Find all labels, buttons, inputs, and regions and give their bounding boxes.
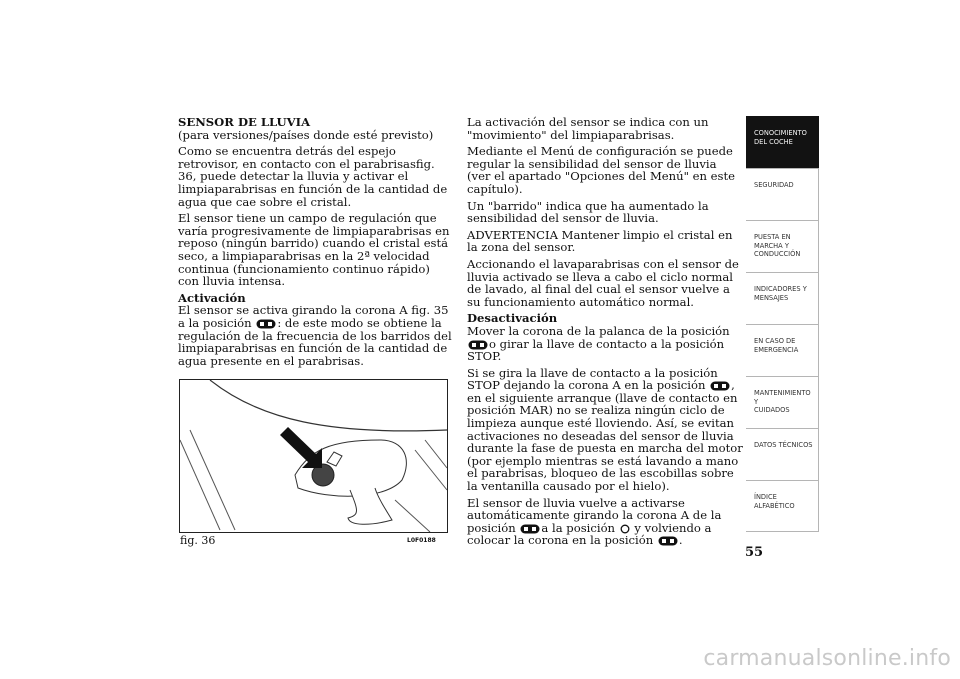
paragraph: La activación del sensor se indica con un "movimiento" del limpiaparabrisas.: [467, 115, 709, 142]
sidebar-tab[interactable]: [746, 272, 819, 324]
wiper-auto-icon: [710, 381, 730, 391]
sidebar-tab-label: CUIDADOS: [754, 405, 790, 415]
sidebar-tab[interactable]: [746, 428, 819, 480]
figure-caption: fig. 36: [180, 534, 216, 547]
sidebar-tab-label: ALFABÉTICO: [754, 500, 795, 510]
sidebar-tab-label: CONOCIMIENTO: [754, 128, 807, 137]
paragraph: Accionando el lavaparabrisas con el sensor de lluvia activado se lleva a cabo el ciclo normal de lavado, al final del cual el sensor vuelve a su funcionamiento automático normal.: [467, 256, 739, 309]
activation-heading: Activación: [178, 290, 246, 305]
sidebar-tab-label: MENSAJES: [754, 292, 789, 302]
sidebar-tab[interactable]: [746, 324, 819, 376]
sidebar-tab-label: INDICADORES Y: [754, 284, 807, 293]
paragraph: El sensor tiene un campo de regulación que varía progresivamente de limpiaparabrisas en reposo (ningún barrido) cuando el cristal está seco, a limpiaparabrisas en la 2ª velocidad continua (funcionamiento continuo rápido) con lluvia intensa.: [178, 211, 450, 289]
sidebar-tab-label: MANTENIMIENTO Y: [754, 388, 811, 406]
sidebar-tab-label: PUESTA EN: [754, 232, 791, 241]
sidebar-tab-label: SEGURIDAD: [754, 180, 794, 189]
wiper-auto-icon: [468, 340, 488, 350]
section-heading: SENSOR DE LLUVIA: [178, 115, 311, 129]
section-subheading: (para versiones/países donde esté previsto): [178, 127, 434, 142]
right-column: [467, 116, 743, 551]
deactivation-heading: Desactivación: [467, 311, 558, 326]
sidebar-tab-label: EMERGENCIA: [754, 344, 799, 354]
sidebar-tab[interactable]: [746, 220, 819, 272]
sidebar-tab[interactable]: [746, 168, 819, 220]
sidebar-tab[interactable]: [746, 480, 819, 532]
stop-paragraph: Si se gira la llave de contacto a la posición STOP dejando la corona A en la posición , en el siguiente arranque (llave de contacto en posición MAR) no se realiza ningún ciclo de limpieza aunque esté lloviendo. Así, se evitan activaciones no deseadas del sensor de lluvia durante la fase de puesta en marcha del motor (por ejemplo mientras se está lavando a mano el parabrisas, bloqueo de las escobillas sobre la ventanilla causado por el hielo).: [467, 365, 743, 494]
figure-code: L0F0188: [407, 537, 436, 544]
sidebar-tab-label: DEL COCHE: [754, 136, 793, 146]
wiper-auto-icon: [658, 536, 678, 546]
sidebar-tab-label: MARCHA Y: [754, 240, 789, 250]
wiper-auto-icon: [520, 524, 540, 534]
sidebar-tab[interactable]: [746, 376, 819, 428]
chapter-index-sidebar: [746, 116, 819, 532]
warning-paragraph: ADVERTENCIA Mantener limpio el cristal en la zona del sensor.: [467, 227, 733, 255]
reactivate-paragraph: El sensor de lluvia vuelve a activarse automáticamente girando la corona A de la posición a la posición y volviendo a colocar la corona en la posición .: [467, 495, 722, 548]
left-column: [178, 116, 454, 371]
paragraph: Como se encuentra detrás del espejo retrovisor, en contacto con el parabrisasfig. 36, puede detectar la lluvia y activar el limpiaparabrisas en función de la cantidad de agua que cae sobre el cristal.: [178, 144, 448, 209]
sidebar-tab-label: DATOS TÉCNICOS: [754, 440, 813, 449]
sidebar-tab[interactable]: [746, 116, 819, 168]
sidebar-tab-label: ÍNDICE: [754, 492, 777, 501]
paragraph: Mediante el Menú de configuración se puede regular la sensibilidad del sensor de lluvia (ver el apartado "Opciones del Menú" en este capítulo).: [467, 144, 735, 196]
activation-paragraph: El sensor se activa girando la corona A fig. 35 a la posición : de este modo se obtiene la regulación de la frecuencia de los barridos del limpiaparabrisas en función de la cantidad de agua presente en el parabrisas.: [178, 303, 452, 368]
rain-sensor-illustration: [180, 380, 447, 532]
page-number: 55: [745, 545, 764, 560]
wiper-auto-icon: [256, 319, 276, 329]
sidebar-tab-label: EN CASO DE: [754, 336, 796, 345]
paragraph: Un "barrido" indica que ha aumentado la sensibilidad del sensor de lluvia.: [467, 198, 709, 226]
watermark: carmanualsonline.info: [703, 646, 951, 671]
figure-rain-sensor: [179, 379, 448, 533]
deactivation-paragraph: Mover la corona de la palanca de la posición o girar la llave de contacto a la posición STOP.: [467, 323, 730, 364]
wiper-off-icon: [620, 524, 630, 534]
sidebar-tab-label: CONDUCCIÓN: [754, 249, 801, 259]
